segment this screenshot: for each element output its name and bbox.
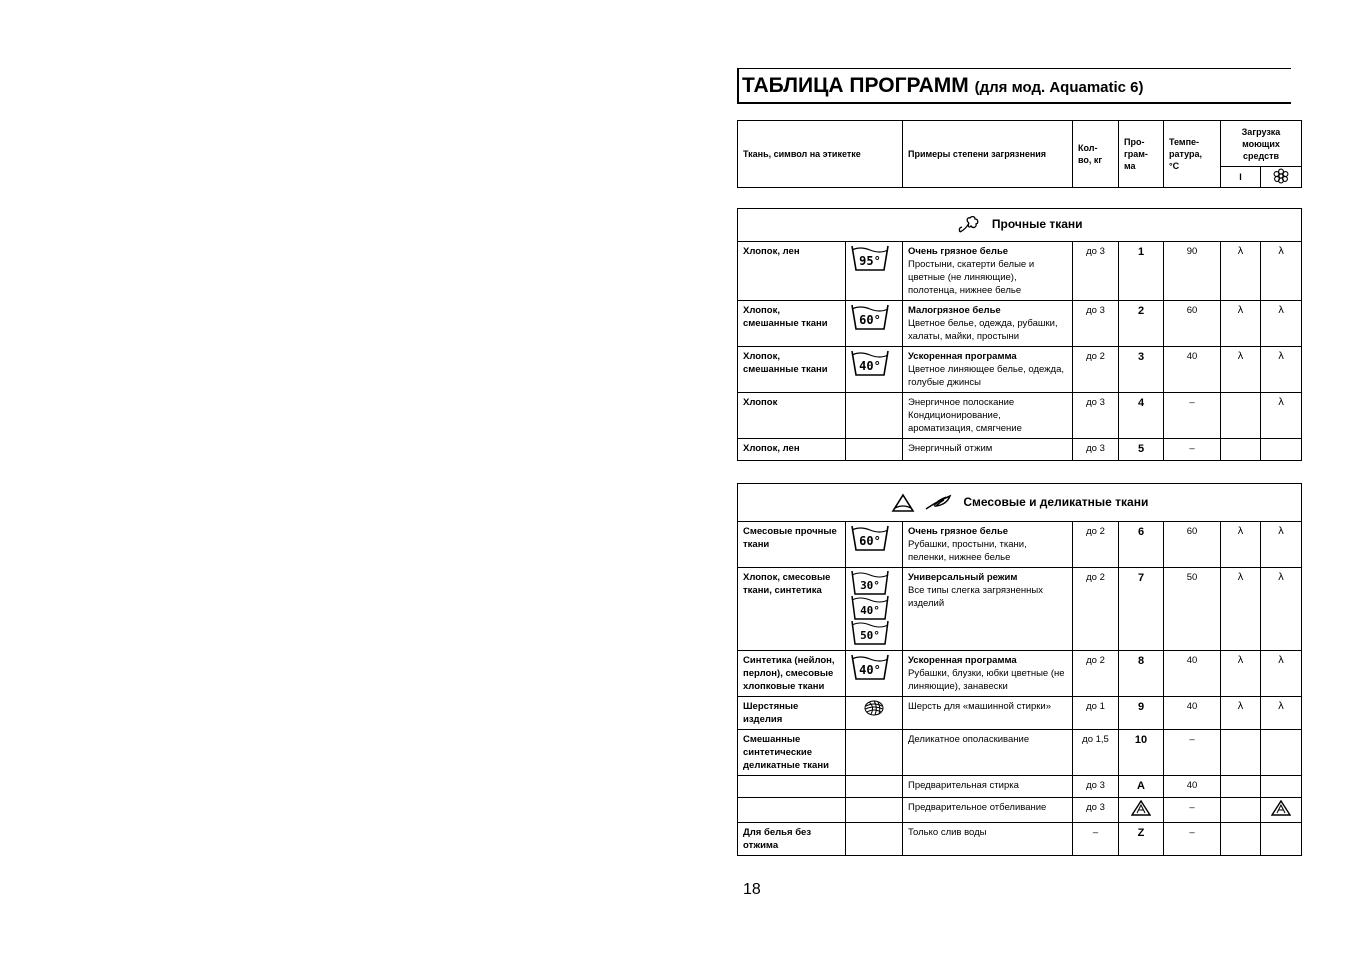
- section-delicate: [737, 483, 1302, 856]
- page-title: [742, 74, 1144, 98]
- header-prog: Про- грам- ма: [1119, 121, 1164, 188]
- table-row: Хлопок, лен 95° Очень грязное белье Простыни, скатерти белые и цветные (не линяющие), полотенца, нижнее белье до 3 1 90 λ λ: [738, 242, 1302, 301]
- header-detergent: Загрузка моющих средств: [1221, 121, 1302, 167]
- washtub-multi-icon: [846, 568, 903, 651]
- header-det-col1: I: [1221, 167, 1261, 188]
- triangle-icon: [891, 493, 915, 513]
- page-number: 18: [743, 881, 761, 898]
- feather-icon: [924, 493, 954, 513]
- washtub-40-icon: [846, 347, 903, 393]
- washtub-60-icon: [846, 522, 903, 568]
- table-row: Хлопок, смешанные ткани 40° Ускоренная программа Цветное линяющее белье, одежда, голубые джинсы до 2 3 40 λ λ: [738, 347, 1302, 393]
- svg-text:60°: 60°: [859, 313, 881, 327]
- table-row: Хлопок Энергичное полоскание Кондиционирование, ароматизация, смягчение до 3 4 – λ: [738, 393, 1302, 439]
- table-row: Хлопок, смесовые ткани, синтетика 30° 40° 50° Универсальный режим Все типы слегка загрязненных изделий до 2 7 50 λ λ: [738, 568, 1302, 651]
- table-row: Шерстяные изделия Шерсть для «машинной стирки» до 1 9 40 λ λ: [738, 697, 1302, 730]
- section-durable-header: Прочные ткани: [738, 209, 1302, 242]
- table-row: Для белья без отжима Только слив воды – Z –: [738, 823, 1302, 856]
- washtub-95-icon: [846, 242, 903, 301]
- bleach-icon: [1119, 798, 1164, 823]
- bleach-icon: [1261, 798, 1302, 823]
- table-row: Предварительное отбеливание до 3 –: [738, 798, 1302, 823]
- wool-icon: [846, 697, 903, 730]
- header-temp: Темпе- ратура, °C: [1164, 121, 1221, 188]
- title-main: ТАБЛИЦА ПРОГРАММ: [742, 74, 969, 97]
- svg-text:50°: 50°: [860, 629, 880, 642]
- table-row: Синтетика (нейлон, перлон), смесовые хлопковые ткани 40° Ускоренная программа Рубашки, блузки, юбки цветные (не линяющие), занавески до 2 8 40 λ λ: [738, 651, 1302, 697]
- table-row: Предварительная стирка до 3 A 40: [738, 776, 1302, 798]
- svg-text:40°: 40°: [860, 604, 880, 617]
- title-sub: (для мод. Aquamatic 6): [974, 79, 1144, 96]
- washtub-60-icon: [846, 301, 903, 347]
- table-row: Хлопок, лен Энергичный отжим до 3 5 –: [738, 439, 1302, 461]
- svg-text:40°: 40°: [859, 663, 881, 677]
- flower-icon: [1261, 167, 1302, 188]
- washtub-40-icon: [846, 651, 903, 697]
- section-delicate-header: Смесовые и деликатные ткани: [738, 484, 1302, 522]
- header-table: [737, 120, 1302, 188]
- svg-text:95°: 95°: [859, 254, 881, 268]
- title-bar: [737, 68, 1291, 104]
- cotton-icon: [957, 215, 983, 235]
- header-soil: Примеры степени загрязнения: [903, 121, 1073, 188]
- table-row: Смесовые прочные ткани 60° Очень грязное белье Рубашки, простыни, ткани, пеленки, нижнее белье до 2 6 60 λ λ: [738, 522, 1302, 568]
- svg-text:40°: 40°: [859, 359, 881, 373]
- header-fabric: Ткань, символ на этикетке: [738, 121, 903, 188]
- table-row: Смешанные синтетические деликатные ткани Деликатное ополаскивание до 1,5 10 –: [738, 730, 1302, 776]
- section-durable: [737, 208, 1302, 461]
- header-qty: Кол- во, кг: [1073, 121, 1119, 188]
- table-row: Хлопок, смешанные ткани 60° Малогрязное белье Цветное белье, одежда, рубашки, халаты, майки, простыни до 3 2 60 λ λ: [738, 301, 1302, 347]
- svg-text:60°: 60°: [859, 534, 881, 548]
- svg-text:30°: 30°: [860, 579, 880, 592]
